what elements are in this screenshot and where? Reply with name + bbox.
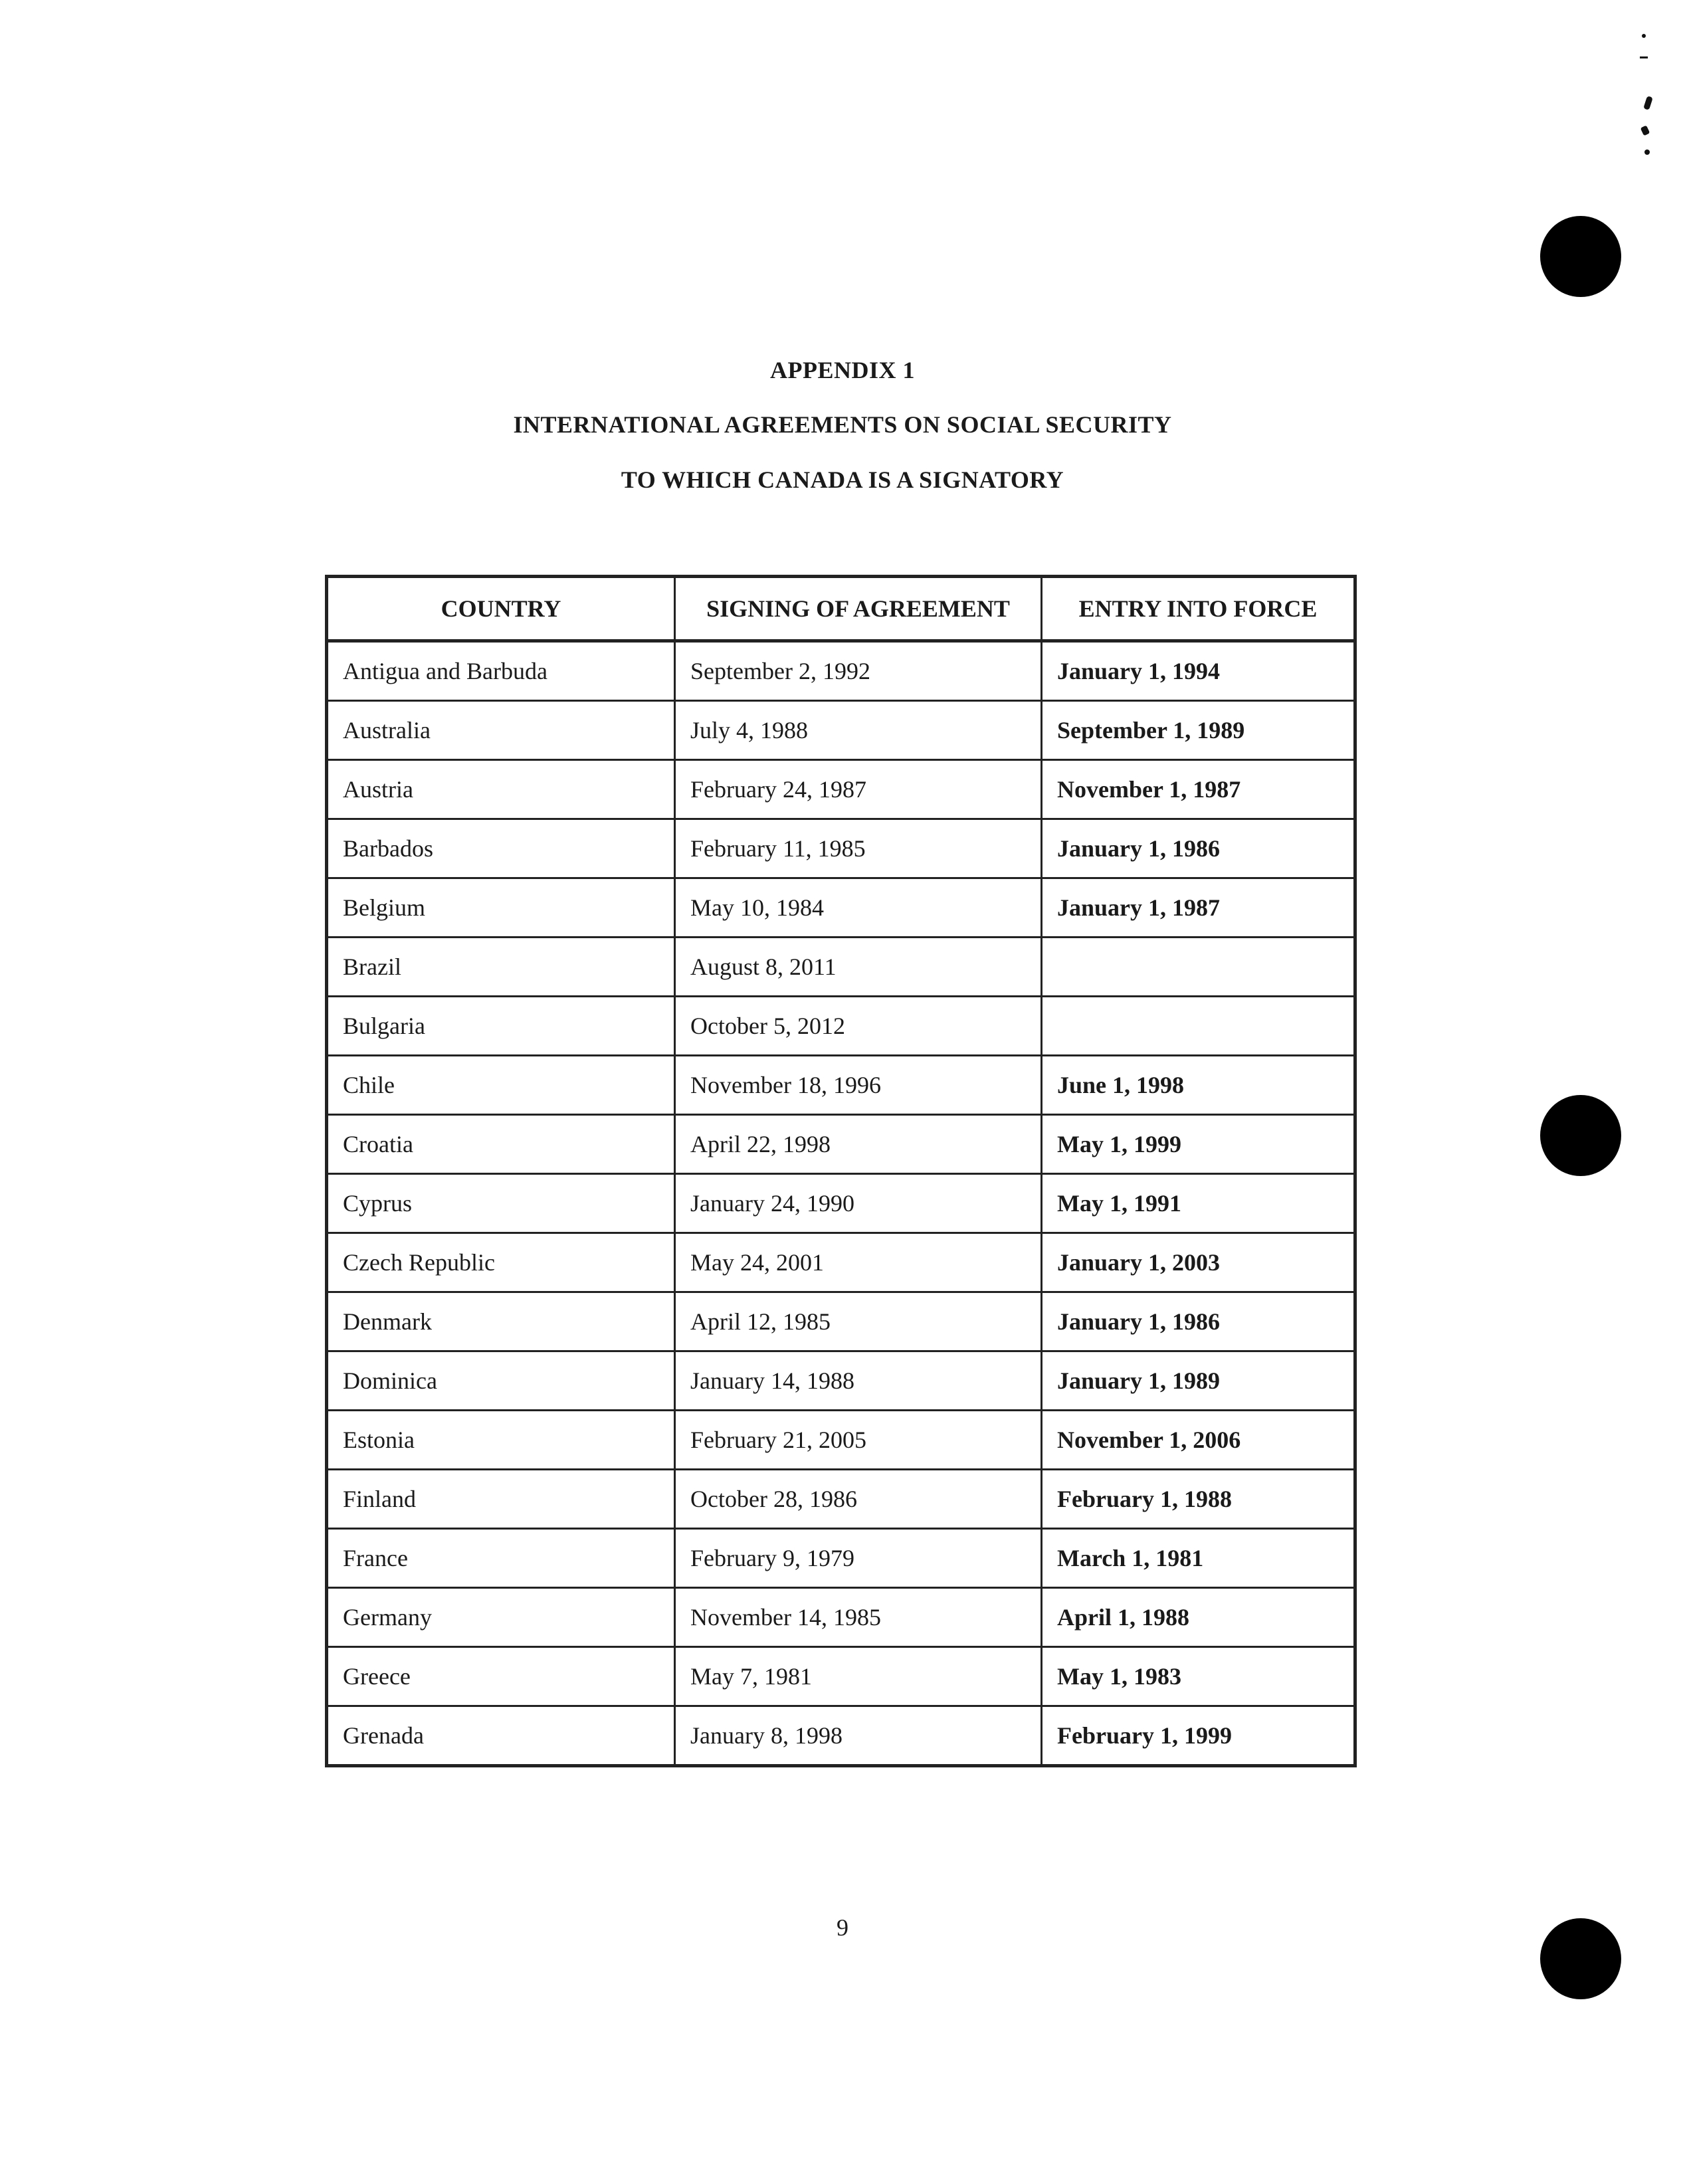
header-row (327, 577, 1355, 641)
country-cell: Cyprus (327, 1174, 675, 1233)
country-cell: Australia (327, 701, 675, 760)
binder-hole-top (1540, 216, 1621, 297)
country-cell: Austria (327, 760, 675, 819)
country-cell: Croatia (327, 1115, 675, 1174)
signing-date-cell: May 24, 2001 (675, 1233, 1042, 1292)
scan-speck (1640, 56, 1648, 58)
table-row (327, 1233, 1355, 1292)
table-body (327, 641, 1355, 1766)
header-entry-into-force: ENTRY INTO FORCE (1042, 577, 1355, 641)
header-country: COUNTRY (327, 577, 675, 641)
entry-into-force-cell: January 1, 1987 (1042, 878, 1355, 938)
table-row (327, 819, 1355, 878)
entry-into-force-cell: January 1, 2003 (1042, 1233, 1355, 1292)
country-cell: Czech Republic (327, 1233, 675, 1292)
signing-date-cell: February 11, 1985 (675, 819, 1042, 878)
country-cell: Greece (327, 1647, 675, 1706)
signing-date-cell: February 9, 1979 (675, 1529, 1042, 1588)
entry-into-force-cell: February 1, 1988 (1042, 1470, 1355, 1529)
scan-speck (1644, 149, 1650, 155)
table-row (327, 1115, 1355, 1174)
document-title-line-1: INTERNATIONAL AGREEMENTS ON SOCIAL SECURITY (513, 411, 1172, 438)
scan-speck (1643, 96, 1653, 110)
signing-date-cell: July 4, 1988 (675, 701, 1042, 760)
table-row (327, 878, 1355, 938)
table-row (327, 1056, 1355, 1115)
signing-date-cell: May 7, 1981 (675, 1647, 1042, 1706)
signing-date-cell: January 8, 1998 (675, 1706, 1042, 1766)
table-row (327, 641, 1355, 701)
entry-into-force-cell: May 1, 1983 (1042, 1647, 1355, 1706)
agreements-table (325, 575, 1357, 1767)
table-row (327, 701, 1355, 760)
table-row (327, 938, 1355, 997)
entry-into-force-cell: March 1, 1981 (1042, 1529, 1355, 1588)
header-signing: SIGNING OF AGREEMENT (675, 577, 1042, 641)
entry-into-force-cell: January 1, 1986 (1042, 819, 1355, 878)
country-cell: Bulgaria (327, 997, 675, 1056)
signing-date-cell: November 18, 1996 (675, 1056, 1042, 1115)
scan-speck (1640, 125, 1650, 136)
entry-into-force-cell: January 1, 1986 (1042, 1292, 1355, 1351)
country-cell: Brazil (327, 938, 675, 997)
country-cell: Barbados (327, 819, 675, 878)
signing-date-cell: November 14, 1985 (675, 1588, 1042, 1647)
country-cell: Chile (327, 1056, 675, 1115)
page-number: 9 (837, 1914, 848, 1941)
entry-into-force-cell: February 1, 1999 (1042, 1706, 1355, 1766)
table-row (327, 1706, 1355, 1766)
signing-date-cell: April 22, 1998 (675, 1115, 1042, 1174)
country-cell: Denmark (327, 1292, 675, 1351)
signing-date-cell: February 21, 2005 (675, 1411, 1042, 1470)
entry-into-force-cell: April 1, 1988 (1042, 1588, 1355, 1647)
country-cell: Estonia (327, 1411, 675, 1470)
table-row (327, 1647, 1355, 1706)
table-row (327, 997, 1355, 1056)
signing-date-cell: February 24, 1987 (675, 760, 1042, 819)
entry-into-force-cell: May 1, 1999 (1042, 1115, 1355, 1174)
entry-into-force-cell: June 1, 1998 (1042, 1056, 1355, 1115)
table-row (327, 760, 1355, 819)
country-cell: Grenada (327, 1706, 675, 1766)
table-row (327, 1529, 1355, 1588)
country-cell: France (327, 1529, 675, 1588)
signing-date-cell: May 10, 1984 (675, 878, 1042, 938)
table-row (327, 1174, 1355, 1233)
entry-into-force-cell: May 1, 1991 (1042, 1174, 1355, 1233)
signing-date-cell: October 28, 1986 (675, 1470, 1042, 1529)
entry-into-force-cell: September 1, 1989 (1042, 701, 1355, 760)
country-cell: Finland (327, 1470, 675, 1529)
binder-hole-middle (1540, 1095, 1621, 1176)
appendix-title: APPENDIX 1 (770, 357, 915, 383)
document-title-line-2: TO WHICH CANADA IS A SIGNATORY (621, 466, 1064, 493)
country-cell: Belgium (327, 878, 675, 938)
table-header (327, 577, 1355, 641)
entry-into-force-cell: January 1, 1989 (1042, 1351, 1355, 1411)
signing-date-cell: October 5, 2012 (675, 997, 1042, 1056)
table-row (327, 1351, 1355, 1411)
scan-speck (1642, 34, 1646, 38)
signing-date-cell: April 12, 1985 (675, 1292, 1042, 1351)
country-cell: Dominica (327, 1351, 675, 1411)
signing-date-cell: January 24, 1990 (675, 1174, 1042, 1233)
entry-into-force-cell: November 1, 2006 (1042, 1411, 1355, 1470)
country-cell: Antigua and Barbuda (327, 641, 675, 701)
signing-date-cell: January 14, 1988 (675, 1351, 1042, 1411)
signing-date-cell: August 8, 2011 (675, 938, 1042, 997)
country-cell: Germany (327, 1588, 675, 1647)
entry-into-force-cell: November 1, 1987 (1042, 760, 1355, 819)
table-row (327, 1292, 1355, 1351)
entry-into-force-cell: January 1, 1994 (1042, 641, 1355, 701)
signing-date-cell: September 2, 1992 (675, 641, 1042, 701)
table-row (327, 1588, 1355, 1647)
table-row (327, 1470, 1355, 1529)
entry-into-force-cell (1042, 997, 1355, 1056)
entry-into-force-cell (1042, 938, 1355, 997)
table-row (327, 1411, 1355, 1470)
